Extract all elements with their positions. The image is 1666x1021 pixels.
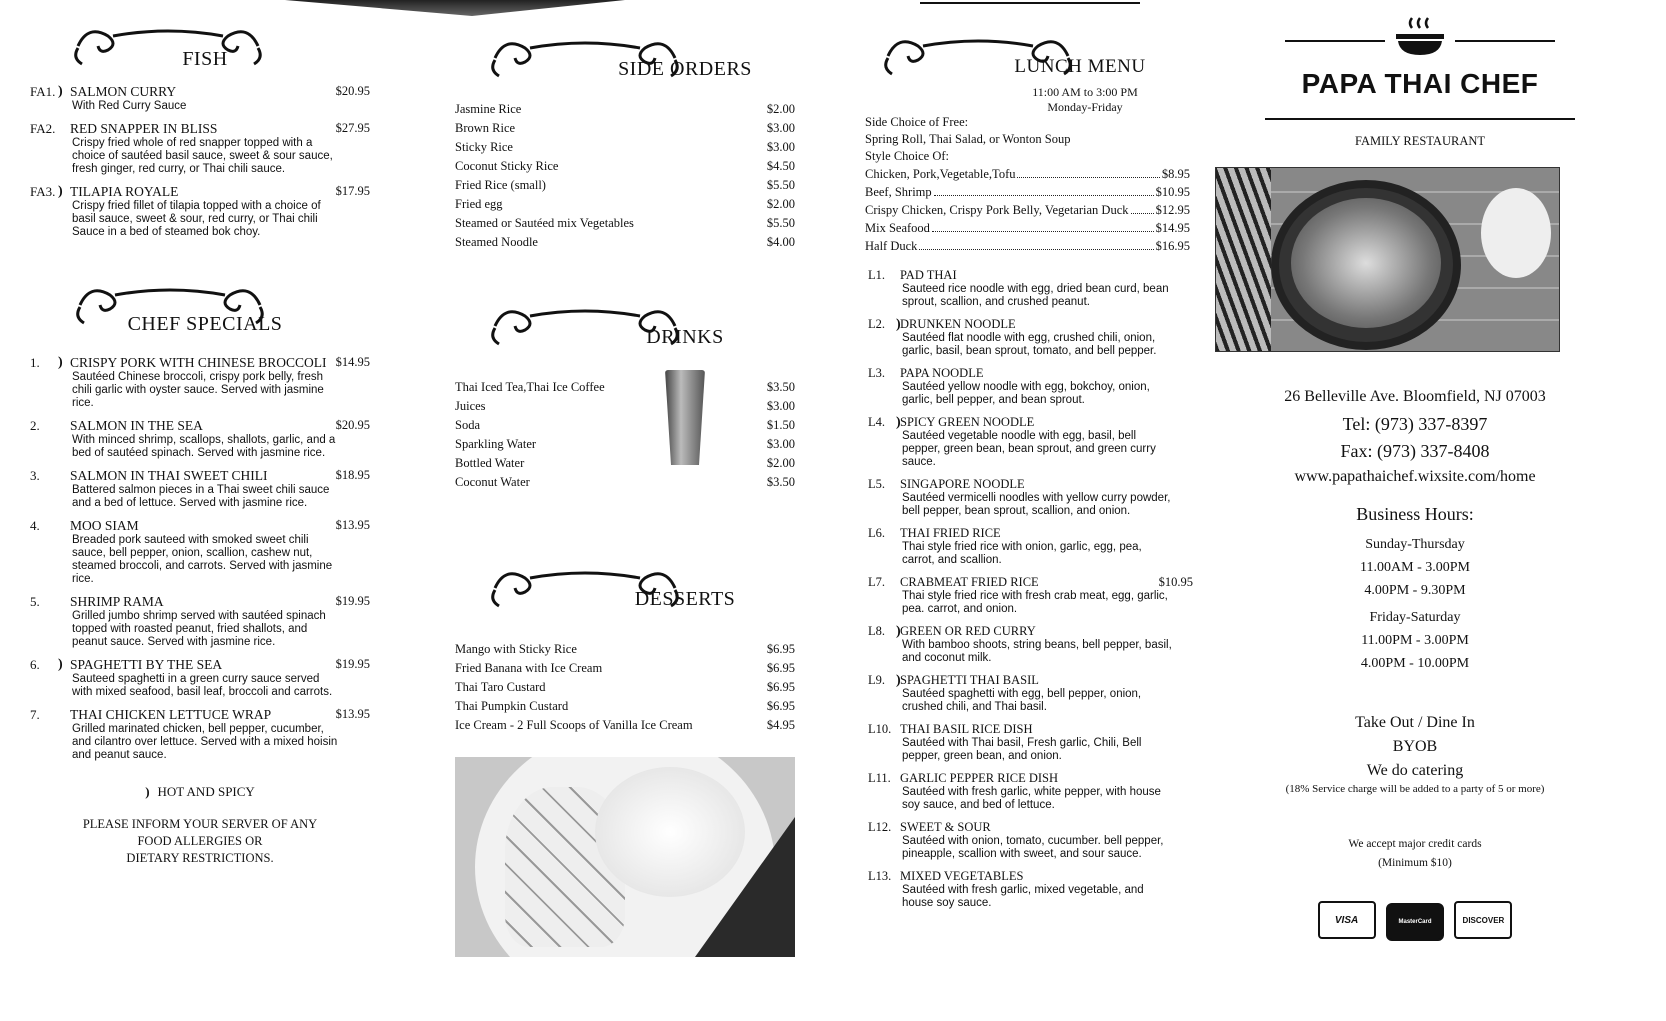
lunch-days: Monday-Friday <box>1047 100 1123 114</box>
item-number: L1. <box>868 268 886 282</box>
hours-line: 4.00PM - 10.00PM <box>1360 656 1470 671</box>
item-number: 2. <box>30 418 40 433</box>
mango-sticky-rice-photo <box>455 757 795 957</box>
menu-row <box>455 659 795 678</box>
fish-title: FISH <box>182 48 228 70</box>
chef-header <box>30 277 420 347</box>
item-description: Breaded pork sauteed with smoked sweet chili sauce, bell pepper, onion, scallion, cashew nut, steamed broccoli, and carrots. Served with jasmine rice. <box>72 534 333 585</box>
hours-title: Business Hours: <box>1356 504 1474 524</box>
menu-row <box>455 640 795 659</box>
item-number: 4. <box>30 518 40 533</box>
row-price: $2.00 <box>766 102 795 116</box>
style-name: Chicken, Pork,Vegetable,Tofu <box>865 167 1016 181</box>
item-description: Sautéed vegetable noodle with egg, basil, bell pepper, green bean, bean sprout, and green curry sauce. <box>902 430 1156 468</box>
service-line: BYOB <box>1392 738 1438 755</box>
lunch-hours: 11:00 AM to 3:00 PM <box>1032 85 1138 99</box>
row-name: Coconut Water <box>455 475 530 489</box>
row-name: Jasmine Rice <box>455 102 522 116</box>
menu-item <box>868 415 1193 469</box>
row-price: $6.95 <box>766 661 795 675</box>
dot-leader <box>1017 177 1159 178</box>
row-name: Steamed or Sautéed mix Vegetables <box>455 216 634 230</box>
menu-row <box>455 138 795 157</box>
item-number: 1. <box>30 355 40 370</box>
row-name: Thai Taro Custard <box>455 680 546 694</box>
service-block <box>1285 711 1545 783</box>
row-name: Mango with Sticky Rice <box>455 642 577 656</box>
row-price: $6.95 <box>766 680 795 694</box>
item-number: 5. <box>30 594 40 609</box>
row-name: Fried Banana with Ice Cream <box>455 661 603 675</box>
chili-icon: ) <box>58 184 63 199</box>
menu-row <box>455 454 795 473</box>
item-number: L5. <box>868 477 886 491</box>
menu-row <box>455 195 795 214</box>
row-name: Brown Rice <box>455 121 516 135</box>
item-name: PAPA NOODLE <box>900 366 984 380</box>
item-price: $14.95 <box>335 355 370 369</box>
item-description: Crispy fried fillet of tilapia topped with a choice of basil sauce, sweet & sour, red curry, or Thai chili Sauce in a bed of steamed bok choy. <box>72 200 321 238</box>
menu-item <box>868 771 1193 812</box>
menu-row <box>455 435 795 454</box>
row-price: $5.50 <box>766 178 795 192</box>
chili-icon: ) <box>896 317 901 332</box>
menu-item <box>868 526 1193 567</box>
item-description: Sautéed spaghetti with egg, bell pepper, onion, crushed chili, and Thai basil. <box>902 688 1142 713</box>
chili-icon: ) <box>58 355 63 370</box>
item-name: SWEET & SOUR <box>900 820 991 834</box>
item-name: TILAPIA ROYALE <box>70 184 179 199</box>
item-price: $20.95 <box>335 418 370 432</box>
allergy-line: DIETARY RESTRICTIONS. <box>126 851 274 865</box>
allergy-line: FOOD ALLERGIES OR <box>137 834 263 848</box>
menu-item <box>30 184 370 239</box>
item-description: With bamboo shoots, string beans, bell pepper, basil, and coconut milk. <box>902 639 1172 664</box>
item-name: SPICY GREEN NOODLE <box>900 415 1035 429</box>
desserts-header <box>455 560 815 640</box>
mastercard-icon: MasterCard <box>1386 903 1444 941</box>
row-price: $4.50 <box>766 159 795 173</box>
row-name: Fried Rice (small) <box>455 178 546 192</box>
menu-row <box>455 697 795 716</box>
cards-line: (Minimum $10) <box>1378 857 1452 869</box>
item-name: CRISPY PORK WITH CHINESE BROCCOLI <box>70 355 327 370</box>
panel-fish-chef <box>30 0 420 1021</box>
sides-list <box>455 100 795 252</box>
cards-line: We accept major credit cards <box>1348 838 1482 850</box>
side-label: Side Choice of Free: <box>865 115 969 129</box>
sides-header <box>455 0 815 100</box>
item-price: $19.95 <box>335 594 370 608</box>
item-number: L10. <box>868 722 892 736</box>
item-description: Grilled marinated chicken, bell pepper, cucumber, and cilantro over lettuce. Served with a mixed hoisin and peanut sauce. <box>72 723 338 761</box>
legend-text: HOT AND SPICY <box>157 784 255 799</box>
menu-row <box>455 119 795 138</box>
restaurant-name: PAPA THAI CHEF <box>1301 68 1539 99</box>
row-name: Steamed Noodle <box>455 235 538 249</box>
item-description: Thai style fried rice with onion, garlic, egg, pea, carrot, and scallion. <box>902 541 1142 566</box>
menu-row <box>455 157 795 176</box>
row-name: Thai Iced Tea,Thai Ice Coffee <box>455 380 605 394</box>
item-name: THAI BASIL RICE DISH <box>900 722 1033 736</box>
panel-cover <box>1285 0 1645 1021</box>
item-number: 7. <box>30 707 40 722</box>
style-name: Half Duck <box>865 239 918 253</box>
item-name: SPAGHETTI BY THE SEA <box>70 657 223 672</box>
item-description: Grilled jumbo shrimp served with sautéed spinach topped with roasted peanut, fried shallots, and peanut sauce. Served with jasmine rice. <box>72 610 326 648</box>
menu-item <box>868 722 1193 763</box>
row-price: $3.50 <box>766 475 795 489</box>
item-name: GREEN OR RED CURRY <box>900 624 1036 638</box>
chef-list <box>30 355 370 762</box>
item-description: Thai style fried rice with fresh crab meat, egg, garlic, pea. carrot, and onion. <box>902 590 1168 615</box>
style-row <box>865 218 1190 236</box>
hours-line: 11.00PM - 3.00PM <box>1361 633 1469 648</box>
chili-icon: ) <box>145 784 150 799</box>
allergy-line: PLEASE INFORM YOUR SERVER OF ANY <box>82 817 318 831</box>
item-number: L3. <box>868 366 886 380</box>
hours-line: 11.00AM - 3.00PM <box>1360 560 1470 575</box>
drinks-header <box>455 298 815 378</box>
item-name: MOO SIAM <box>70 518 139 533</box>
style-price: $10.95 <box>1155 185 1190 199</box>
style-row <box>865 236 1190 254</box>
row-price: $3.00 <box>766 437 795 451</box>
item-description: Sauteed spaghetti in a green curry sauce served with mixed seafood, basil leaf, broccoli and carrots. <box>72 673 333 698</box>
style-price: $16.95 <box>1155 239 1190 253</box>
item-description: Sautéed Chinese broccoli, crispy pork belly, fresh chili garlic with oyster sauce. Served with jasmine rice. <box>72 371 324 409</box>
row-price: $4.95 <box>766 718 795 732</box>
item-price: $18.95 <box>335 468 370 482</box>
item-number: L9. <box>868 673 886 687</box>
dot-leader <box>919 249 1153 250</box>
menu-row <box>455 176 795 195</box>
row-name: Ice Cream - 2 Full Scoops of Vanilla Ice Cream <box>455 718 693 732</box>
fish-list <box>30 84 370 239</box>
row-name: Thai Pumpkin Custard <box>455 699 569 713</box>
item-description: Crispy fried whole of red snapper topped with a choice of sautéed basil sauce, sweet & sour sauce, fresh ginger, red curry, or Thai chili sauce. <box>72 137 333 175</box>
menu-item <box>30 657 370 699</box>
item-price: $20.95 <box>335 84 370 98</box>
menu-item <box>30 468 370 510</box>
desserts-title: DESSERTS <box>634 588 736 610</box>
row-name: Juices <box>455 399 486 413</box>
menu-item <box>868 477 1193 518</box>
item-name: SINGAPORE NOODLE <box>900 477 1025 491</box>
style-row <box>865 182 1190 200</box>
row-name: Soda <box>455 418 480 432</box>
hours-line: Sunday-Thursday <box>1365 537 1465 552</box>
lunch-header <box>860 0 1220 85</box>
menu-row <box>455 473 795 492</box>
item-description: Sautéed with Thai basil, Fresh garlic, Chili, Bell pepper, green bean, and onion. <box>902 737 1142 762</box>
item-name: THAI FRIED RICE <box>900 526 1001 540</box>
item-name: GARLIC PEPPER RICE DISH <box>900 771 1059 785</box>
item-price: $13.95 <box>335 707 370 721</box>
item-description: With minced shrimp, scallops, shallots, garlic, and a bed of sautéed spinach. Served with jasmine rice. <box>72 434 336 459</box>
row-price: $3.50 <box>766 380 795 394</box>
style-name: Crispy Chicken, Crispy Pork Belly, Vegetarian Duck <box>865 203 1129 217</box>
row-price: $4.00 <box>766 235 795 249</box>
item-name: CRABMEAT FRIED RICE <box>900 575 1039 589</box>
row-name: Sparkling Water <box>455 437 537 451</box>
row-price: $1.50 <box>766 418 795 432</box>
menu-item <box>868 366 1193 407</box>
row-price: $2.00 <box>766 197 795 211</box>
fax: Fax: (973) 337-8408 <box>1340 441 1490 461</box>
dot-leader <box>932 231 1154 232</box>
item-description: Sautéed vermicelli noodles with yellow curry powder, bell pepper, bean sprout, scallion, and onion. <box>902 492 1171 517</box>
menu-item <box>868 673 1193 714</box>
hours-list <box>1285 533 1545 675</box>
menu-item <box>868 869 1193 910</box>
item-description: Battered salmon pieces in a Thai sweet chili sauce and a bed of lettuce. Served with jasmine rice. <box>72 484 330 509</box>
chili-icon: ) <box>58 657 63 672</box>
style-label: Style Choice Of: <box>865 149 950 163</box>
item-price: $13.95 <box>335 518 370 532</box>
menu-item <box>868 268 1193 309</box>
menu-row <box>455 716 795 735</box>
menu-row <box>455 214 795 233</box>
menu-item <box>868 317 1193 358</box>
item-number: L8. <box>868 624 886 638</box>
drinks-block <box>455 378 795 492</box>
item-number: FA2. <box>30 121 56 136</box>
item-number: 3. <box>30 468 40 483</box>
menu-row <box>455 233 795 252</box>
side-choices: Spring Roll, Thai Salad, or Wonton Soup <box>865 132 1071 146</box>
bowl-icon <box>1390 16 1450 61</box>
address: 26 Belleville Ave. Bloomfield, NJ 07003 <box>1284 388 1546 405</box>
panel-sides-drinks-desserts <box>455 0 815 1021</box>
row-price: $3.00 <box>766 140 795 154</box>
menu-item <box>868 624 1193 665</box>
item-name: SPAGHETTI THAI BASIL <box>900 673 1039 687</box>
menu-row <box>455 416 795 435</box>
item-number: L7. <box>868 575 886 589</box>
style-price: $12.95 <box>1155 203 1190 217</box>
row-name: Sticky Rice <box>455 140 513 154</box>
item-name: SALMON IN THE SEA <box>70 418 203 433</box>
styles-list <box>865 164 1190 254</box>
iced-tea-glass-icon <box>665 370 705 465</box>
style-row <box>865 200 1190 218</box>
item-name: DRUNKEN NOODLE <box>900 317 1016 331</box>
item-name: RED SNAPPER IN BLISS <box>70 121 218 136</box>
item-description: Sautéed with fresh garlic, white pepper, with house soy sauce, and bed of lettuce. <box>902 786 1161 811</box>
row-price: $5.50 <box>766 216 795 230</box>
style-name: Beef, Shrimp <box>865 185 932 199</box>
chili-icon: ) <box>896 624 901 639</box>
item-number: L13. <box>868 869 892 883</box>
item-name: SALMON CURRY <box>70 84 177 99</box>
lunch-title: LUNCH MENU <box>1014 56 1146 77</box>
cards-note <box>1285 835 1545 873</box>
menu-row <box>455 397 795 416</box>
row-name: Bottled Water <box>455 456 525 470</box>
website: www.papathaichef.wixsite.com/home <box>1294 468 1536 485</box>
item-price: $19.95 <box>335 657 370 671</box>
fish-header <box>30 0 420 80</box>
item-description: Sautéed with fresh garlic, mixed vegetable, and house soy sauce. <box>902 884 1144 909</box>
item-description: Sautéed flat noodle with egg, crushed chili, onion, garlic, basil, bean sprout, tomato, and bell pepper. <box>902 332 1157 357</box>
item-number: L6. <box>868 526 886 540</box>
item-number: L4. <box>868 415 886 429</box>
menu-item <box>30 418 370 460</box>
sides-title: SIDE ORDERS <box>618 58 752 80</box>
row-price: $6.95 <box>766 699 795 713</box>
dot-leader <box>1131 213 1154 214</box>
menu-item <box>30 518 370 586</box>
menu-row <box>455 100 795 119</box>
item-number: FA1. <box>30 84 56 99</box>
curry-bowl-photo <box>1215 167 1560 352</box>
row-name: Coconut Sticky Rice <box>455 159 559 173</box>
style-row <box>865 164 1190 182</box>
item-number: L11. <box>868 771 891 785</box>
hours-line: 4.00PM - 9.30PM <box>1364 583 1466 598</box>
menu-item <box>30 121 370 176</box>
menu-row <box>455 678 795 697</box>
item-number: 6. <box>30 657 40 672</box>
menu-item <box>30 594 370 649</box>
phone: Tel: (973) 337-8397 <box>1342 414 1488 434</box>
row-price: $3.00 <box>766 399 795 413</box>
card-logos <box>1285 901 1545 941</box>
drinks-list <box>455 378 795 492</box>
item-description: Sauteed rice noodle with egg, dried bean curd, bean sprout, scallion, and crushed peanut. <box>902 283 1169 308</box>
panel-lunch <box>860 0 1220 1021</box>
item-number: L2. <box>868 317 886 331</box>
menu-row <box>455 378 795 397</box>
spicy-legend <box>30 784 370 800</box>
style-name: Mix Seafood <box>865 221 930 235</box>
menu-item <box>868 575 1193 616</box>
drinks-title: DRINKS <box>646 326 724 348</box>
item-description: With Red Curry Sauce <box>72 100 187 112</box>
lunch-list <box>868 268 1193 910</box>
style-price: $14.95 <box>1155 221 1190 235</box>
tagline: FAMILY RESTAURANT <box>1354 134 1486 148</box>
item-price: $17.95 <box>335 184 370 198</box>
item-name: PAD THAI <box>900 268 957 282</box>
hours-line: Friday-Saturday <box>1369 610 1461 625</box>
chili-icon: ) <box>58 84 63 99</box>
item-description: Sautéed yellow noodle with egg, bokchoy, onion, garlic, bell pepper, and bean sprout. <box>902 381 1150 406</box>
item-name: SHRIMP RAMA <box>70 594 164 609</box>
row-price: $2.00 <box>766 456 795 470</box>
logo <box>1285 0 1645 120</box>
chef-title: CHEF SPECIALS <box>127 313 283 335</box>
row-price: $6.95 <box>766 642 795 656</box>
menu-item <box>30 355 370 410</box>
item-name: SALMON IN THAI SWEET CHILI <box>70 468 268 483</box>
menu-item <box>30 84 370 113</box>
style-price: $8.95 <box>1161 167 1190 181</box>
service-note: (18% Service charge will be added to a party of 5 or more) <box>1285 783 1545 795</box>
item-number: FA3. <box>30 184 56 199</box>
service-line: Take Out / Dine In <box>1355 714 1475 731</box>
chili-icon: ) <box>896 415 901 430</box>
menu-item <box>868 820 1193 861</box>
menu-item <box>30 707 370 762</box>
row-name: Fried egg <box>455 197 503 211</box>
item-description: Sautéed with onion, tomato, cucumber. bell pepper, pineapple, scallion with sweet, and sour sauce. <box>902 835 1164 860</box>
allergy-note <box>30 816 370 867</box>
item-price: $10.95 <box>1158 575 1193 589</box>
discover-card-icon: DISCOVER <box>1454 901 1512 939</box>
desserts-list <box>455 640 795 735</box>
service-line: We do catering <box>1366 762 1464 779</box>
item-price: $27.95 <box>335 121 370 135</box>
dot-leader <box>934 195 1154 196</box>
item-number: L12. <box>868 820 892 834</box>
visa-card-icon: VISA <box>1318 901 1376 939</box>
item-name: THAI CHICKEN LETTUCE WRAP <box>70 707 272 722</box>
item-name: MIXED VEGETABLES <box>900 869 1024 883</box>
row-price: $3.00 <box>766 121 795 135</box>
chili-icon: ) <box>896 673 901 688</box>
